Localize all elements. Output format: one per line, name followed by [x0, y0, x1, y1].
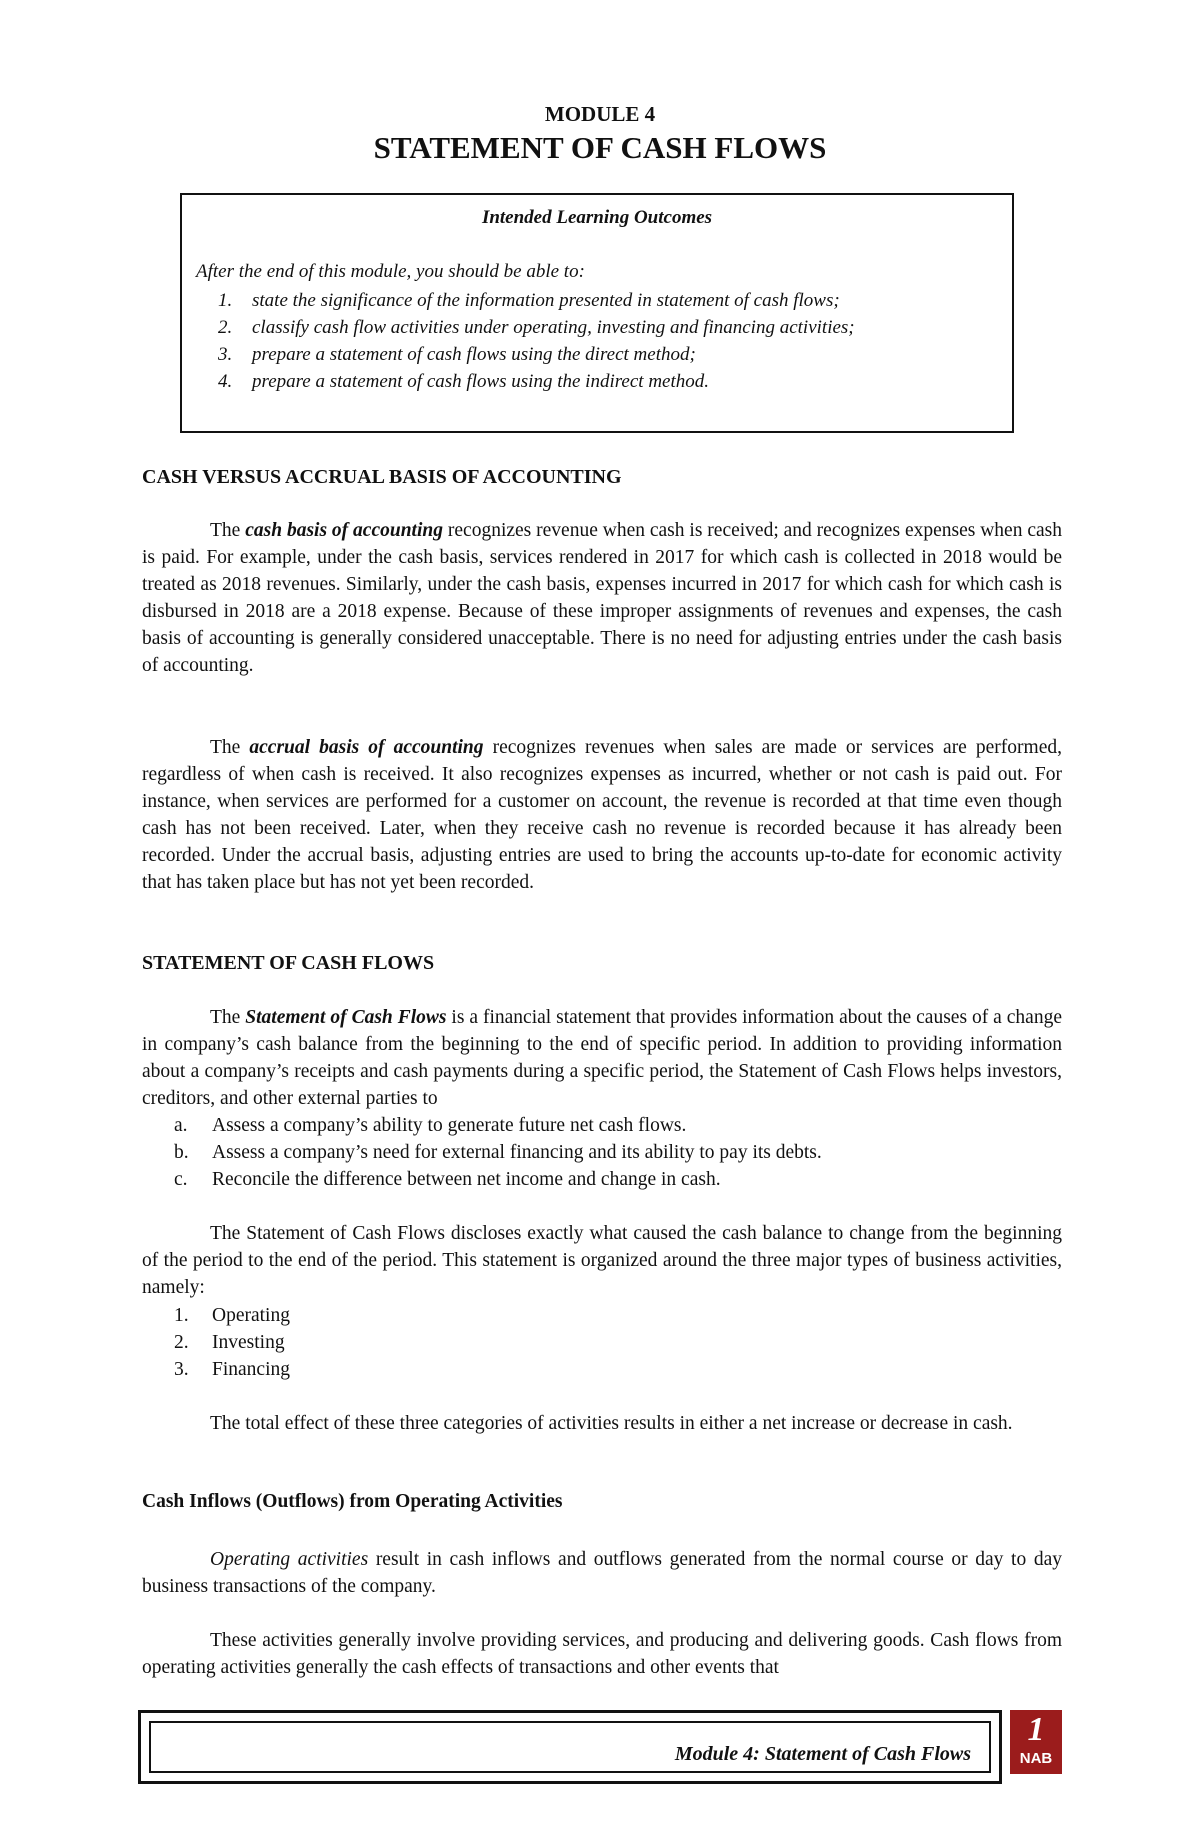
list-letter: c. — [174, 1169, 188, 1190]
activities-list — [170, 1302, 290, 1383]
paragraph-body: The total effect of these three categories of activities results in either a net increase or decrease in cash. — [210, 1413, 1013, 1434]
outcomes-intro: After the end of this module, you should be able to: — [196, 261, 585, 282]
page-number: 1 — [1027, 1711, 1045, 1748]
term-operating-activities: Operating activities — [210, 1549, 369, 1570]
list-letter: b. — [174, 1142, 189, 1163]
list-number: 2. — [218, 317, 233, 338]
list-item — [218, 368, 978, 395]
list-text: Investing — [212, 1332, 285, 1353]
learning-outcomes-box — [180, 193, 1014, 433]
list-number: 3. — [174, 1359, 189, 1380]
outcomes-list — [218, 287, 978, 395]
outcomes-heading: Intended Learning Outcomes — [481, 207, 713, 228]
paragraph-body: The Statement of Cash Flows discloses exactly what caused the cash balance to change from the beginning of the period to the end of the period. This statement is organized around the three major types of business activities, namely: — [142, 1223, 1062, 1298]
list-item — [218, 287, 978, 314]
list-number: 3. — [218, 344, 233, 365]
paragraph-operating-details — [142, 1627, 1062, 1681]
list-item — [170, 1302, 290, 1329]
paragraph-body: recognizes revenues when sales are made or services are performed, regardless of when cash is received. It also recognizes expenses as incurred, whether or not cash is paid out. For instance, when services are performed for a customer on account, the revenue is recorded at that time even though cash has not been received. Later, when they receive cash no revenue is recorded because it has already been recorded. Under the accrual basis, adjusting entries are used to bring the accounts up-to-date for economic activity that has taken place but has not yet been recorded. — [142, 737, 1062, 893]
footer-frame — [138, 1710, 1002, 1784]
list-text: state the significance of the information presented in statement of cash flows; — [252, 290, 840, 311]
list-item — [218, 314, 978, 341]
list-text: Operating — [212, 1305, 290, 1326]
paragraph-activities-intro — [142, 1220, 1062, 1301]
list-item — [218, 341, 978, 368]
module-label: MODULE 4 — [544, 102, 656, 126]
list-text: classify cash flow activities under operating, investing and financing activities; — [252, 317, 855, 338]
list-number: 4. — [218, 371, 233, 392]
paragraph-total-effect — [142, 1410, 1062, 1437]
section-heading-operating: Cash Inflows (Outflows) from Operating Activities — [142, 1491, 563, 1512]
section-heading-cash-vs-accrual: CASH VERSUS ACCRUAL BASIS OF ACCOUNTING — [142, 466, 622, 488]
paragraph-lead: The — [210, 737, 250, 758]
list-number: 2. — [174, 1332, 189, 1353]
list-text: prepare a statement of cash flows using the direct method; — [252, 344, 696, 365]
list-text: Financing — [212, 1359, 290, 1380]
paragraph-body: is a financial statement that provides information about the causes of a change in company’s cash balance from the beginning to the end of specific period. In addition to providing information about a company’s receipts and cash payments during a specific period, the Statement of Cash Flows helps investors, creditors, and other external parties to — [142, 1007, 1062, 1109]
list-item — [170, 1166, 822, 1193]
footer-inner-frame — [149, 1721, 991, 1773]
term-cash-basis: cash basis of accounting — [245, 520, 443, 541]
list-number: 1. — [218, 290, 233, 311]
list-text: Reconcile the difference between net income and change in cash. — [212, 1169, 721, 1190]
paragraph-operating-activities — [142, 1546, 1062, 1600]
paragraph-body: These activities generally involve providing services, and producing and delivering goods. Cash flows from operating activities generally the cash effects of transactions and other events that — [142, 1630, 1062, 1678]
paragraph-cash-basis — [142, 517, 1062, 679]
paragraph-statement-definition — [142, 1004, 1062, 1112]
list-text: Assess a company’s ability to generate future net cash flows. — [212, 1115, 687, 1136]
list-item — [170, 1112, 822, 1139]
list-text: prepare a statement of cash flows using the indirect method. — [252, 371, 710, 392]
paragraph-body: result in cash inflows and outflows generated from the normal course or day to day business transactions of the company. — [142, 1549, 1062, 1597]
term-accrual-basis: accrual basis of accounting — [249, 737, 484, 758]
paragraph-lead: The — [210, 1007, 246, 1028]
list-item — [170, 1329, 290, 1356]
list-item — [170, 1139, 822, 1166]
paragraph-lead: The — [210, 520, 246, 541]
author-initials: NAB — [1019, 1750, 1053, 1767]
paragraph-accrual-basis — [142, 734, 1062, 896]
footer-title: Module 4: Statement of Cash Flows — [674, 1743, 971, 1765]
list-number: 1. — [174, 1305, 189, 1326]
paragraph-body: recognizes revenue when cash is received; and recognizes expenses when cash is paid. For example, under the cash basis, services rendered in 2017 for which cash is collected in 2018 would be treated as 2018 revenues. Similarly, under the cash basis, expenses incurred in 2017 for which cash for which cash is disbursed in 2018 are a 2018 expense. Because of these improper assignments of revenues and expenses, the cash basis of accounting is generally considered unacceptable. There is no need for adjusting entries under the cash basis of accounting. — [142, 520, 1062, 676]
list-text: Assess a company’s need for external financing and its ability to pay its debts. — [212, 1142, 822, 1163]
page-number-badge — [1010, 1710, 1062, 1774]
purposes-list — [170, 1112, 822, 1193]
section-heading-statement: STATEMENT OF CASH FLOWS — [142, 952, 435, 974]
list-item — [170, 1356, 290, 1383]
list-letter: a. — [174, 1115, 188, 1136]
page-title: STATEMENT OF CASH FLOWS — [373, 130, 827, 165]
term-statement-of-cash-flows: Statement of Cash Flows — [245, 1007, 447, 1028]
